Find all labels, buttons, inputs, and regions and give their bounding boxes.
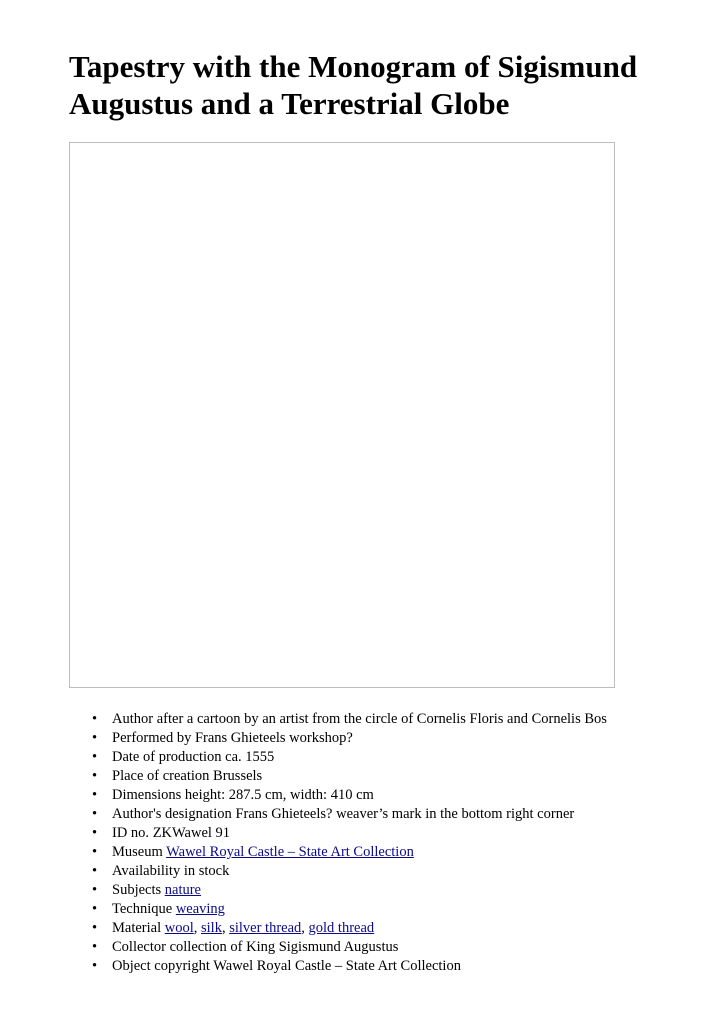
detail-label: Subjects bbox=[112, 882, 162, 898]
artwork-image-placeholder bbox=[69, 142, 615, 688]
separator: , bbox=[301, 920, 305, 936]
detail-label: Availability bbox=[112, 863, 181, 879]
detail-value: ca. 1555 bbox=[225, 749, 275, 765]
page-title: Tapestry with the Monogram of Sigismund Augustus and a Terrestrial Globe bbox=[69, 49, 638, 121]
subject-link-nature[interactable]: nature bbox=[164, 882, 201, 898]
bullet: • bbox=[92, 958, 98, 974]
bullet: • bbox=[92, 844, 98, 860]
detail-label: Place of creation bbox=[112, 768, 210, 784]
material-link-silver-thread[interactable]: silver thread bbox=[229, 920, 302, 936]
detail-label: Collector bbox=[112, 939, 166, 955]
bullet: • bbox=[92, 825, 98, 841]
detail-label: Object copyright bbox=[112, 958, 210, 974]
detail-designation bbox=[92, 805, 692, 824]
detail-author bbox=[92, 710, 692, 729]
detail-value: in stock bbox=[183, 863, 230, 879]
material-link-silk[interactable]: silk bbox=[201, 920, 222, 936]
detail-copyright bbox=[92, 957, 692, 976]
detail-label: Dimensions bbox=[112, 787, 182, 803]
detail-date bbox=[92, 748, 692, 767]
detail-value: after a cartoon by an artist from the circle of Cornelis Floris and Cornelis Bos bbox=[156, 711, 607, 727]
detail-value: height: 287.5 cm, width: 410 cm bbox=[184, 787, 374, 803]
detail-technique bbox=[92, 900, 692, 919]
detail-label: Performed by bbox=[112, 730, 192, 746]
bullet: • bbox=[92, 711, 98, 727]
detail-material bbox=[92, 919, 692, 938]
detail-label: Author bbox=[112, 711, 154, 727]
detail-value: collection of King Sigismund Augustus bbox=[169, 939, 399, 955]
detail-museum bbox=[92, 843, 692, 862]
detail-dimensions bbox=[92, 786, 692, 805]
detail-value: Wawel Royal Castle – State Art Collection bbox=[213, 958, 461, 974]
detail-label: ID no. bbox=[112, 825, 150, 841]
detail-label: Author's designation bbox=[112, 806, 232, 822]
detail-id bbox=[92, 824, 692, 843]
bullet: • bbox=[92, 882, 98, 898]
material-link-wool[interactable]: wool bbox=[164, 920, 194, 936]
detail-subjects bbox=[92, 881, 692, 900]
details-list bbox=[92, 710, 692, 976]
detail-collector bbox=[92, 938, 692, 957]
bullet: • bbox=[92, 730, 98, 746]
bullet: • bbox=[92, 939, 98, 955]
detail-label: Technique bbox=[112, 901, 173, 917]
bullet: • bbox=[92, 806, 98, 822]
detail-performed bbox=[92, 729, 692, 748]
technique-link-weaving[interactable]: weaving bbox=[175, 901, 225, 917]
bullet: • bbox=[92, 749, 98, 765]
detail-label: Material bbox=[112, 920, 162, 936]
detail-value: Frans Ghieteels workshop? bbox=[194, 730, 353, 746]
museum-link[interactable]: Wawel Royal Castle – State Art Collection bbox=[166, 844, 414, 860]
bullet: • bbox=[92, 768, 98, 784]
separator: , bbox=[221, 920, 226, 936]
detail-place bbox=[92, 767, 692, 786]
detail-value: Brussels bbox=[213, 768, 263, 784]
bullet: • bbox=[92, 901, 98, 917]
detail-label: Date of production bbox=[112, 749, 222, 765]
detail-value: ZKWawel 91 bbox=[152, 825, 231, 841]
bullet: • bbox=[92, 863, 98, 879]
detail-value: Frans Ghieteels? weaver’s mark in the bottom right corner bbox=[235, 806, 575, 822]
bullet: • bbox=[92, 920, 98, 936]
bullet: • bbox=[92, 787, 98, 803]
detail-availability bbox=[92, 862, 692, 881]
detail-label: Museum bbox=[112, 844, 163, 860]
separator: , bbox=[193, 920, 198, 936]
material-link-gold-thread[interactable]: gold thread bbox=[308, 920, 375, 936]
